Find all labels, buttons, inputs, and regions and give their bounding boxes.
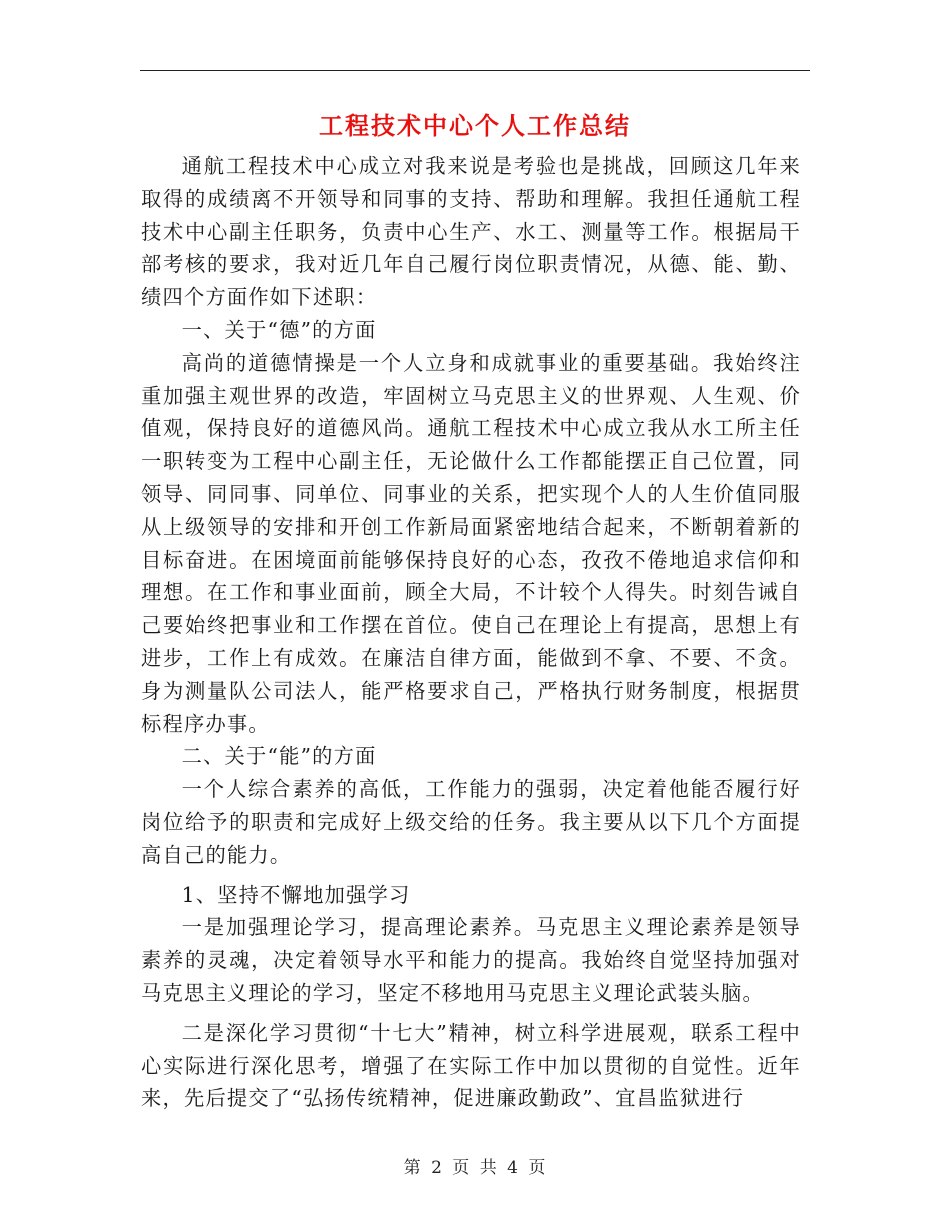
header-rule: [140, 70, 810, 71]
page-number-footer: 第 2 页 共 4 页: [403, 1158, 547, 1178]
document-body: [141, 150, 801, 1115]
paragraph-seventeenth-congress: 二是深化学习贯彻“十七大”精神，树立科学进展观，联系工程中心实际进行深化思考，增强了在实际工作中加以贯彻的自觉性。近年来，先后提交了“弘扬传统精神，促进廉政勤政”、宜昌监狱进行: [141, 1020, 801, 1111]
paragraph-theory: 一是加强理论学习，提高理论素养。马克思主义理论素养是领导素养的灵魂，决定着领导水平和能力的提高。我始终自觉坚持加强对马克思主义理论的学习，坚定不移地用马克思主义理论武装头脑。: [141, 915, 801, 1005]
subheading-study: 1、坚持不懈地加强学习: [181, 882, 411, 907]
section-heading-de: 一、关于“德”的方面: [181, 317, 377, 342]
paragraph-intro: 通航工程技术中心成立对我来说是考验也是挑战，回顾这几年来取得的成绩离不开领导和同事的支持、帮助和理解。我担任通航工程技术中心副主任职务，负责中心生产、水工、测量等工作。根据局干部考核的要求，我对近几年自己履行岗位职责情况，从德、能、勤、绩四个方面作如下述职：: [141, 154, 801, 310]
paragraph-de: 高尚的道德情操是一个人立身和成就事业的重要基础。我始终注重加强主观世界的改造，牢固树立马克思主义的世界观、人生观、价值观，保持良好的道德风尚。通航工程技术中心成立我从水工所主任一职转变为工程中心副主任，无论做什么工作都能摆正自己位置，同领导、同同事、同单位、同事业的关系，把实现个人的人生价值同服从上级领导的安排和开创工作新局面紧密地结合起来，不断朝着新的目标奋进。在困境面前能够保持良好的心态，孜孜不倦地追求信仰和理想。在工作和事业面前，顾全大局，不计较个人得失。时刻告诫自己要始终把事业和工作摆在首位。使自己在理论上有提高，思想上有进步，工作上有成效。在廉洁自律方面，能做到不拿、不要、不贪。身为测量队公司法人，能严格要求自己，严格执行财务制度，根据贯标程序办事。: [141, 350, 801, 736]
document-title: 工程技术中心个人工作总结: [319, 112, 631, 140]
paragraph-neng: 一个人综合素养的高低，工作能力的强弱，决定着他能否履行好岗位给予的职责和完成好上级交给的任务。我主要从以下几个方面提高自己的能力。: [141, 777, 801, 867]
section-heading-neng: 二、关于“能”的方面: [181, 744, 377, 769]
